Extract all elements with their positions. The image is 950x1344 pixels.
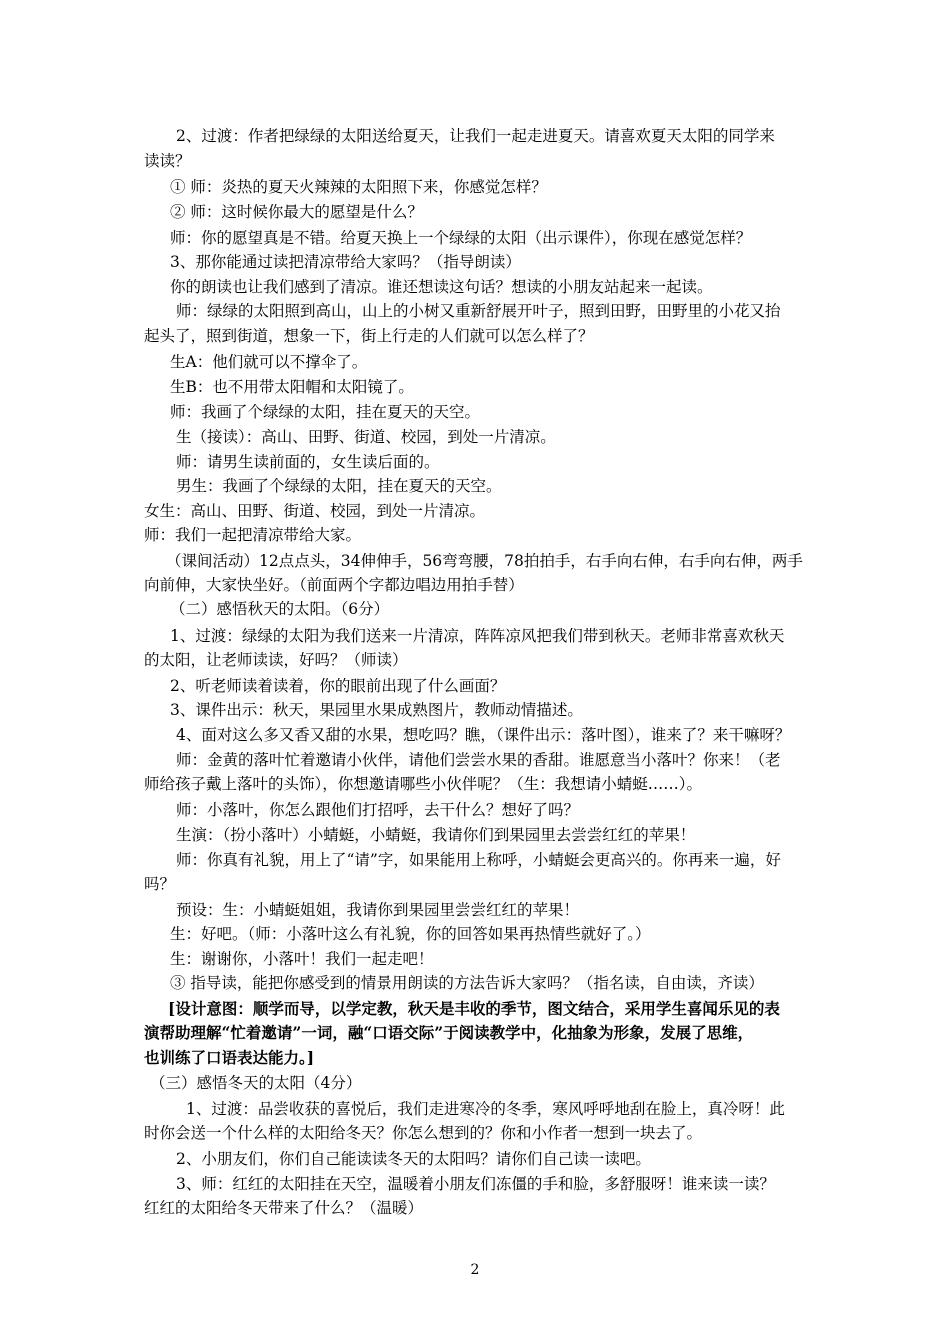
text-line: 你的朗读也让我们感到了清凉。谁还想读这句话？想读的小朋友站起来一起读。: [170, 278, 713, 296]
text-line: 3、那你能通过读把清凉带给大家吗？（指导朗读）: [170, 253, 521, 271]
text-line: 时你会送一个什么样的太阳给冬天？你怎么想到的？你和小作者一想到一块去了。: [144, 1124, 703, 1142]
design-intent-note: 演帮助理解“忙着邀请”一词，融“口语交际”于阅读教学中，化抽象为形象，发展了思维，: [144, 1023, 754, 1042]
section-heading: （二）感悟秋天的太阳。（6分）: [170, 600, 390, 618]
text-line: 师：我们一起把清凉带给大家。: [144, 526, 362, 544]
text-line: 1、过渡：绿绿的太阳为我们送来一片清凉，阵阵凉风把我们带到秋天。老师非常喜欢秋天: [170, 627, 785, 645]
text-line: 生：好吧。（师：小落叶这么有礼貌，你的回答如果再热情些就好了。）: [170, 925, 651, 943]
text-line: 师给孩子戴上落叶的头饰），你想邀请哪些小伙伴呢？（生：我想请小蜻蜓……）。: [144, 775, 703, 793]
text-line: 生演：（扮小落叶）小蜻蜓，小蜻蜓，我请你们到果园里去尝尝红红的苹果！: [176, 826, 696, 844]
text-line: 2、听老师读着读着，你的眼前出现了什么画面？: [170, 677, 506, 695]
text-line: 的太阳，让老师读读，好吗？（师读）: [144, 651, 408, 669]
text-line: 生A：他们就可以不撑伞了。: [170, 353, 368, 371]
text-line: 红红的太阳给冬天带来了什么？（温暖）: [144, 1199, 424, 1217]
text-line: 师：你的愿望真是不错。给夏天换上一个绿绿的太阳（出示课件），你现在感觉怎样？: [170, 229, 752, 247]
text-line: 吗？: [144, 875, 176, 893]
text-line: 生（接读）：高山、田野、街道、校园，到处一片清凉。: [176, 428, 556, 446]
text-line: 女生：高山、田野、街道、校园，到处一片清凉。: [144, 502, 486, 520]
section-heading: （三）感悟冬天的太阳（4分）: [150, 1074, 362, 1092]
text-line: 师：金黄的落叶忙着邀请小伙伴，请他们尝尝水果的香甜。谁愿意当小落叶？你来！（老: [176, 751, 781, 769]
page-number: 2: [470, 1262, 480, 1278]
text-line: ② 师：这时候你最大的愿望是什么？: [170, 203, 423, 221]
text-line: 预设：生：小蜻蜓姐姐，我请你到果园里尝尝红红的苹果！: [176, 901, 580, 919]
text-line: 2、小朋友们，你们自己能读读冬天的太阳吗？请你们自己读一读吧。: [176, 1150, 651, 1168]
text-line: 4、面对这么多又香又甜的水果，想吃吗？瞧，（课件出示：落叶图），谁来了？来干嘛呀？: [176, 726, 791, 744]
text-line: 生B：也不用带太阳帽和太阳镜了。: [170, 378, 414, 396]
text-line: 读读？: [144, 152, 191, 170]
text-line: 师：我画了个绿绿的太阳，挂在夏天的天空。: [170, 403, 481, 421]
text-line: 3、师：红红的太阳挂在天空，温暖着小朋友们冻僵的手和脸，多舒服呀！谁来读一读？: [176, 1175, 775, 1193]
text-line: 1、过渡：品尝收获的喜悦后，我们走进寒冷的冬季，寒风呼呼地刮在脸上，真冷呀！此: [186, 1100, 785, 1118]
text-line: 生：谢谢你，小落叶！我们一起走吧！: [170, 950, 434, 968]
text-line: ③ 指导读，能把你感受到的情景用朗读的方法告诉大家吗？（指名读，自由读，齐读）: [170, 974, 764, 992]
text-line: 师：你真有礼貌，用上了“请”字，如果能用上称呼，小蜻蜓会更高兴的。你再来一遍，好: [176, 851, 781, 869]
text-line: ① 师：炎热的夏天火辣辣的太阳照下来，你感觉怎样？: [170, 178, 547, 196]
text-line: 向前伸，大家快坐好。（前面两个字都边唱边用拍手替）: [144, 576, 524, 594]
text-line: 师：请男生读前面的，女生读后面的。: [176, 453, 440, 471]
text-line: 师：绿绿的太阳照到高山，山上的小树又重新舒展开叶子，照到田野，田野里的小花又抬: [176, 302, 781, 320]
text-line: 起头了，照到街道，想象一下，街上行走的人们就可以怎么样了？: [144, 327, 594, 345]
design-intent-note: [设计意图：顺学而导，以学定教，秋天是丰收的季节，图文结合，采用学生喜闻乐见的表: [168, 999, 780, 1018]
text-line: （课间活动）12点点头，34伸伸手，56弯弯腰，78拍拍手，右手向右伸，右手向右伸，两手: [166, 552, 803, 570]
text-line: 2、过渡：作者把绿绿的太阳送给夏天，让我们一起走进夏天。请喜欢夏天太阳的同学来: [176, 127, 775, 145]
text-line: 男生：我画了个绿绿的太阳，挂在夏天的天空。: [176, 477, 502, 495]
text-line: 师：小落叶，你怎么跟他们打招呼，去干什么？想好了吗？: [176, 801, 580, 819]
design-intent-note: 也训练了口语表达能力。]: [144, 1048, 315, 1067]
text-line: 3、课件出示：秋天，果园里水果成熟图片，教师动情描述。: [170, 701, 583, 719]
